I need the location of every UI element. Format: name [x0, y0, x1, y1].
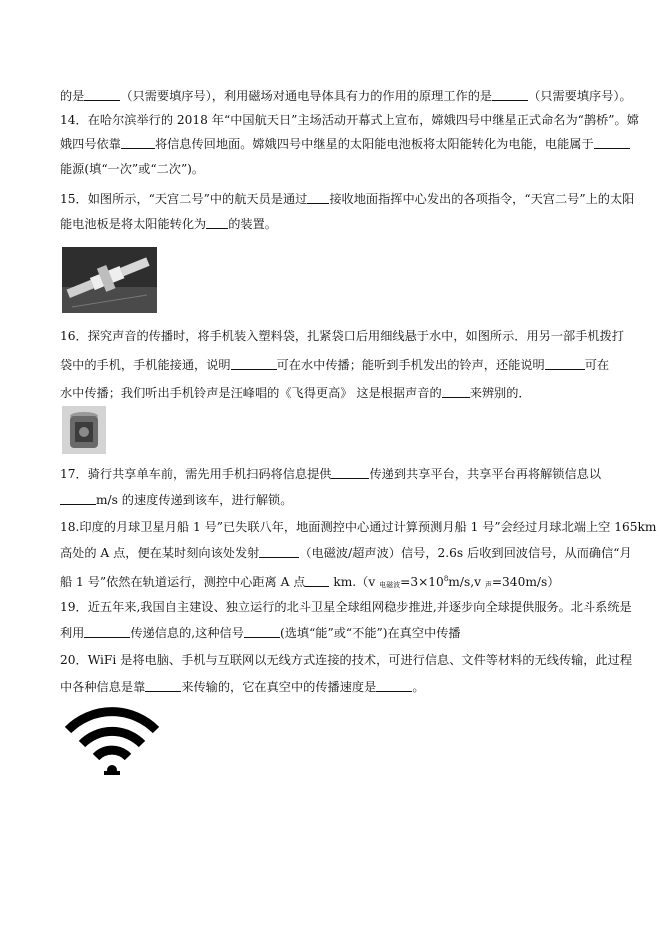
question-text: 中各种信息是靠 [60, 680, 146, 694]
subscript-text: 电磁波 [379, 581, 401, 589]
question-text: km.（v [329, 575, 380, 589]
question-text: m/s,v [448, 575, 485, 589]
question-text: =340m/s） [491, 575, 560, 589]
question-text: （只需要填序号），利用磁场对通电导体具有力的作用的原理工作的是 [120, 89, 493, 103]
line-18 [60, 678, 425, 696]
answer-blank[interactable] [331, 466, 369, 479]
line-11 [60, 491, 292, 509]
line-12 [60, 518, 656, 536]
line-1 [60, 87, 632, 105]
question-text: 高处的 A 点，便在某时刻向该处发射 [60, 546, 260, 560]
question-text: 可在水中传播；能听到手机发出的铃声，还能说明 [276, 358, 545, 372]
line-16 [60, 624, 461, 642]
line-17 [60, 651, 632, 669]
line-9 [60, 384, 531, 402]
question-text: 能源(填“一次”或“二次”)。 [60, 162, 205, 176]
space-station-photo [62, 247, 157, 313]
answer-blank[interactable] [545, 357, 585, 370]
line-5 [60, 190, 634, 208]
question-text: (选填“能”或“不能”)在真空中传播 [279, 626, 461, 640]
question-text: 利用 [60, 626, 85, 640]
line-6 [60, 215, 277, 233]
question-text: 袋中的手机，手机能接通，说明 [60, 358, 231, 372]
answer-blank[interactable] [60, 492, 96, 505]
answer-blank[interactable] [376, 679, 412, 692]
phone-in-bag-photo [62, 406, 106, 454]
line-7 [60, 327, 624, 345]
answer-blank[interactable] [84, 88, 120, 101]
answer-blank[interactable] [594, 136, 630, 149]
line-13 [60, 544, 632, 562]
superscript-text: 8 [443, 575, 449, 583]
line-3 [60, 135, 630, 153]
question-text: 来传输的，它在真空中的传播速度是 [181, 680, 377, 694]
question-text: 传递信息的,这种信号 [130, 626, 244, 640]
question-text: 19．近五年来,我国自主建设、独立运行的北斗卫星全球组网稳步推进,并逐步向全球提供服务。北斗系统是 [60, 600, 632, 614]
answer-blank[interactable] [307, 191, 329, 204]
question-text: 16．探究声音的传播时，将手机装入塑料袋，扎紧袋口后用细线悬于水中，如图所示．用另一部手机拨打 [60, 329, 624, 343]
answer-blank[interactable] [121, 136, 155, 149]
line-15 [60, 598, 632, 616]
question-text: 娥四号依靠 [60, 137, 121, 151]
answer-blank[interactable] [305, 574, 329, 587]
question-text: 船 1 号”依然在轨道运行，测控中心距离 A 点 [60, 575, 306, 589]
question-text: 传递到共享平台，共享平台再将解锁信息以 [369, 467, 602, 481]
wifi-icon [62, 704, 162, 776]
question-text: 来辨别的． [469, 386, 531, 400]
question-text: （电磁波/超声波）信号，2.6s 后收到回波信号，从而确信“月 [299, 546, 632, 560]
question-text: 接收地面指挥中心发出的各项指令，“天宫二号”上的太阳 [329, 192, 635, 206]
question-text: m/s 的速度传递到该车，进行解锁。 [96, 493, 293, 507]
answer-blank[interactable] [231, 357, 277, 370]
question-text: 水中传播；我们听出手机铃声是汪峰唱的《飞得更高》 这是根据声音的 [60, 386, 442, 400]
question-text: 。 [412, 680, 425, 694]
subscript-text: 声 [484, 581, 492, 589]
question-text: 15．如图所示，“天宫二号”中的航天员是通过 [60, 192, 308, 206]
question-text: 的装置。 [228, 217, 277, 231]
answer-blank[interactable] [145, 679, 181, 692]
answer-blank[interactable] [244, 625, 280, 638]
answer-blank[interactable] [442, 385, 470, 398]
question-text: 可在 [584, 358, 610, 372]
line-2 [60, 111, 639, 129]
question-text: 18.印度的月球卫星月船 1 号”已失联八年，地面测控中心通过计算预测月船 1 号”会经过月球北端上空 165km [60, 520, 657, 534]
line-4 [60, 160, 204, 178]
answer-blank[interactable] [259, 545, 299, 558]
question-text: 17．骑行共享单车前，需先用手机扫码将信息提供 [60, 467, 332, 481]
question-text: （只需要填序号）。 [528, 89, 632, 103]
line-14 [60, 570, 559, 588]
line-8 [60, 356, 609, 374]
question-text: 14．在哈尔滨举行的 2018 年“中国航天日”主场活动开幕式上宣布，嫦娥四号中继星正式命名为“鹊桥”。嫦 [60, 113, 639, 127]
answer-blank[interactable] [84, 625, 130, 638]
question-text: 的是 [60, 89, 85, 103]
answer-blank[interactable] [206, 216, 228, 229]
question-text: 将信息传回地面。嫦娥四号中继星的太阳能电池板将太阳能转化为电能，电能属于 [154, 137, 594, 151]
question-text: 能电池板是将太阳能转化为 [60, 217, 207, 231]
question-text: 20．WiFi 是将电脑、手机与互联网以无线方式连接的技术，可进行信息、文件等材料的无线传输，此过程 [60, 653, 633, 667]
line-10 [60, 465, 601, 483]
answer-blank[interactable] [492, 88, 528, 101]
question-text: =3×10 [400, 575, 444, 589]
